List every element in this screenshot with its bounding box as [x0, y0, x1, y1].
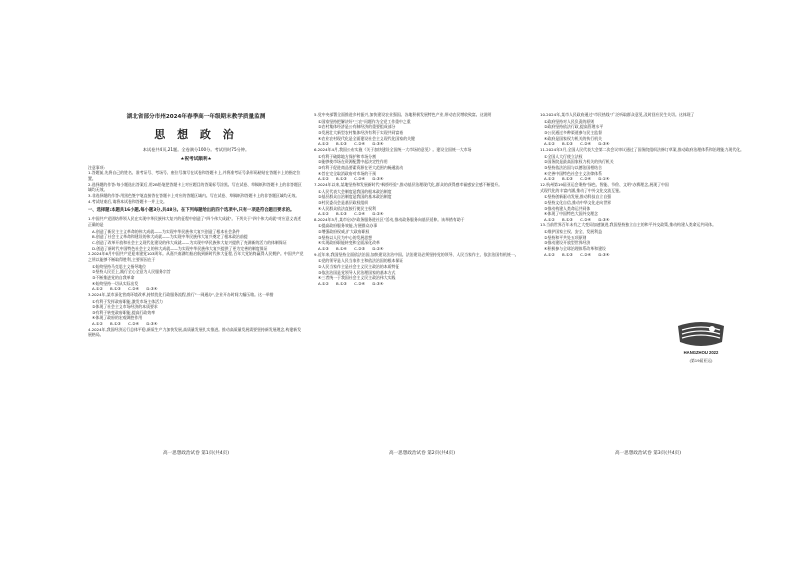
question-4: 4.2024年,我国经济运行总体平稳,新质生产力加快发展,高质量发展扎实推进。推动高质量发展需要坚持新发展理念,构建新发展格局。: [88, 326, 302, 338]
statement: ③推动建设开放型世界经济: [544, 240, 591, 246]
answer-row: A.①② B.①③ C.②④ D.③④: [318, 281, 384, 287]
logo-event-text: HANGZHOU 2022: [683, 350, 719, 355]
question-12: 12.杭州第19届亚运会秉持"绿色、智能、节俭、文明"办赛理念,展现了中国式现代化的丰富内涵,推动了中外文化交流互鉴。: [540, 181, 669, 193]
statement: ②坚持文化自信,推动中华文化走向世界: [544, 199, 611, 205]
question-10: 10.2024年,某市人民政府通过"市民热线"广泛听取群众意见,及时回应民生关切。这体现了: [540, 112, 695, 117]
statement: ③坚持以人民为中心的发展思想: [318, 234, 373, 240]
notes-line: 2.选择题的作答:每小题选出答案后,用2B铅笔把答题卡上对应题目的答案标号涂黑。写在试卷、草稿纸和答题卡上的非答题区域均无效。: [88, 181, 302, 193]
answer-row: A.①② B.①③ C.②④ D.③④: [544, 141, 610, 147]
statement: ④实现政府职能转变和全面深化改革: [318, 240, 380, 246]
statement: ②人民当家作主是社会主义民主政治的本质特征: [318, 264, 400, 270]
question-6: 6.2024年4月,我国公布实施《关于加快建设全国统一大市场的意见》。建设全国统一大市场: [314, 146, 472, 152]
question-13: 13.当前世界百年未有之大变局加速演进,我国坚持独立自主的和平外交政策,推动构建人类命运共同体。: [540, 222, 716, 228]
statement: ④人民群众依法直接行使民主权利: [318, 205, 376, 211]
statement: ③村民委员会是基层政权组织: [318, 199, 369, 205]
statement: ③公民通过多种渠道参与民主监督: [544, 129, 602, 135]
statement: ④政府是国家权力机关的执行机关: [544, 135, 602, 141]
question-3: 3.2024年,某市深化营商环境改革,持续优化行政服务流程,推行"一网通办",企业开办时间大幅压缩。这一举措: [88, 291, 274, 297]
exam-page-3: [540, 112, 756, 448]
page-footer-3: 高一思想政治试卷 第3页(共4页): [614, 451, 682, 456]
answer-row: A.①③ B.①④ C.②③ D.②④: [318, 246, 384, 252]
statement: ②增强政府权威,扩大政府职权: [318, 229, 370, 235]
statement: ②坚持人民至上,践行全心全意为人民服务宗旨: [92, 269, 171, 275]
option: D.创造了新时代中国特色社会主义的伟大成就——为实现中华民族伟大复兴提供了更为完善的制度保证: [92, 245, 268, 251]
statement: ④完善中国特色社会主义法律体系: [544, 170, 602, 176]
notes-line: 1.答题前,先将自己的姓名、准考证号、考场号、座位号填写在试卷和答题卡上,并将准考证号条形码粘贴在答题卡上的指定位置。: [88, 170, 301, 182]
statement: ①政府坚持对人民负责的原则: [544, 118, 595, 124]
statement: ③坚持依法治国与以德治国相结合: [544, 164, 602, 170]
answer-row: A.①② B.①③ C.②④ D.③④: [544, 251, 610, 257]
statement: ②能够使市场在资源配置中起决定性作用: [318, 159, 388, 165]
asian-games-logo: [672, 320, 730, 368]
exam-header: 湖北省部分市州2024年春季高一年级期末教学质量监测: [126, 114, 266, 120]
option: B.创造了社会主义革命和建设的伟大成就——为实现中华民族伟大复兴奠定了根本政治前提: [92, 234, 248, 240]
option: A.创造了新民主主义革命的伟大成就——为实现中华民族伟大复兴创造了根本社会条件: [92, 228, 240, 234]
notes-line: 4.考试结束后,请将本试卷和答题卡一并上交。: [88, 198, 167, 204]
statement: ②体现了社会主义市场经济的本质要求: [92, 304, 158, 310]
statement: ④农业农村现代化是全面建设社会主义现代化国家的关键: [318, 135, 415, 141]
statement: ④体现了政府的宏观调控作用: [92, 315, 143, 321]
statement: ③有利于促进商品要素资源在更大范围内畅通流动: [318, 164, 404, 170]
statement: ①始终坚持马克思主义指导地位: [92, 263, 147, 269]
statement: ①有利于破除地方保护和市场分割: [318, 153, 376, 159]
answer-row: A.①② B.①③ C.②④ D.③④: [318, 176, 384, 182]
statement: ①提高政府服务效能,方便群众办事: [318, 223, 378, 229]
exam-badge: ★祝考试顺利★: [180, 156, 212, 162]
exam-notes: [88, 165, 304, 205]
statement: ④始终坚持一切从实际出发: [92, 280, 139, 286]
question-9: 9.近年来,我国坚持全面依法治国,加快建设法治中国。法治建设必须坚持党的领导、人民当家作主、依法治国有机统一。: [314, 251, 519, 257]
exam-meta: 本试卷共4页,21题。全卷满分100分。考试用时75分钟。: [142, 147, 250, 153]
logo-caption: (第19届亚运): [689, 358, 713, 363]
statement: ①国家坚持把解决好"三农"问题作为全党工作重中之重: [318, 118, 411, 124]
statement: ④旨在完全取消政府对市场的干预: [318, 170, 376, 176]
question-7: 7.2024年以来,某地坚持和发展新时代"枫桥经验",推动基层治理现代化,群众的获得感幸福感安全感不断提升。: [314, 181, 503, 187]
statement: ③推动构建人类命运共同体: [544, 205, 591, 211]
statement: ①人民代表大会制度是我国的根本政治制度: [318, 188, 392, 194]
answer-row: A.①② B.①③ C.②④ D.③④: [318, 141, 384, 147]
exam-title: 思 想 政 治: [154, 128, 238, 142]
statement: ①有利于发挥政府职能,激发市场主体活力: [92, 298, 163, 304]
statement: ③不断推进党的自我革命: [92, 274, 135, 280]
statement: ④体现了中国特色大国外交理念: [544, 211, 599, 217]
section-heading: 一、选择题:本题共16小题,每小题3分,共48分。在下列每题给出的四个选项中,只有一项是符合题目要求的。: [88, 208, 295, 214]
statement: ②农村集体经济是公有制经济的重要组成部分: [318, 124, 396, 130]
statement: ①党的领导是人民当家作主和依法治国的根本保证: [318, 258, 404, 264]
question-11: 11.2024年3月,全国人民代表大会第二次会议审议通过了国务院组织法修订草案,推动政府治理体系和治理能力现代化。: [540, 146, 744, 152]
notes-line: 3.非选择题的作答:用黑色签字笔直接答在答题卡上对应的答题区域内。写在试卷、草稿纸和答题卡上的非答题区域均无效。: [88, 193, 300, 198]
exam-page-2: [314, 112, 530, 448]
answer-row: A.①② B.①③ C.②④ D.①④: [544, 176, 610, 182]
statement: ④积极参与全球治理体系改革和建设: [544, 246, 606, 252]
statement: ③发展壮大新型农村集体经济有利于实现共同富裕: [318, 129, 404, 135]
notes-line: 注意事项:: [88, 164, 105, 170]
statement: ②政府坚持依法行政,提高管理水平: [544, 124, 604, 130]
statement: ④三者统一于我国社会主义民主政治伟大实践: [318, 275, 396, 281]
page-footer-1: 高一思想政治试卷 第1页(共4页): [162, 451, 230, 456]
statement: ①全国人大行使立法权: [544, 153, 583, 159]
question-8: 8.2024年5月,某市启动"政务服务进社区"活动,推动政务服务向基层延伸。该举措有助于: [314, 216, 465, 222]
answer-row: A.①② B.①③ C.②④ D.③④: [544, 216, 610, 222]
question-1: 1.中国共产党团结带领人民在实现中华民族伟大复兴的征程中创造了"四个伟大成就"。下列关于"四个伟大成就"对应意义表述正确的是: [88, 216, 302, 227]
answer-row: A.①② B.①③ C.②④ D.③④: [92, 286, 158, 292]
statement: ②国务院是最高国家权力机关的执行机关: [544, 159, 614, 165]
statement: ③依法治国是党领导人民治理国家的基本方式: [318, 269, 396, 275]
page-footer-2: 高一思想政治试卷 第2页(共4页): [388, 451, 456, 456]
statement: ③有利于转变政府职能,提高行政效率: [92, 309, 156, 315]
option: C.创造了改革开放和社会主义现代化建设的伟大成就——为实现中华民族伟大复兴提供了充满新的活力的体制保证: [92, 239, 287, 245]
statement: ①坚持创新驱动发展,推动科技自立自强: [544, 194, 611, 200]
statement: ②坚持和平共处五项原则: [544, 234, 587, 240]
question-5: 5.党中央部署全面推进乡村振兴,加快建设农业强国。各地积极发展特色产业,带动农民增收致富。这说明: [314, 112, 492, 117]
statement: ①维护国家主权、安全、发展利益: [544, 229, 602, 235]
statement: ②基层群众自治制度是我国的基本政治制度: [318, 194, 392, 200]
answer-row: A.①② B.①③ C.②④ D.③④: [92, 321, 158, 327]
exam-page-1: [88, 112, 304, 448]
question-2: 2.2024年6月中国共产党迎来建党103周年。从嘉兴南湖红船启航到新时代伟大征程,百年大党始终赢得人民拥护。中国共产党之所以能够不断取得胜利,主要原因在于: [88, 251, 304, 262]
answer-row: A.①② B.①③ C.②④ D.②④: [318, 211, 384, 217]
